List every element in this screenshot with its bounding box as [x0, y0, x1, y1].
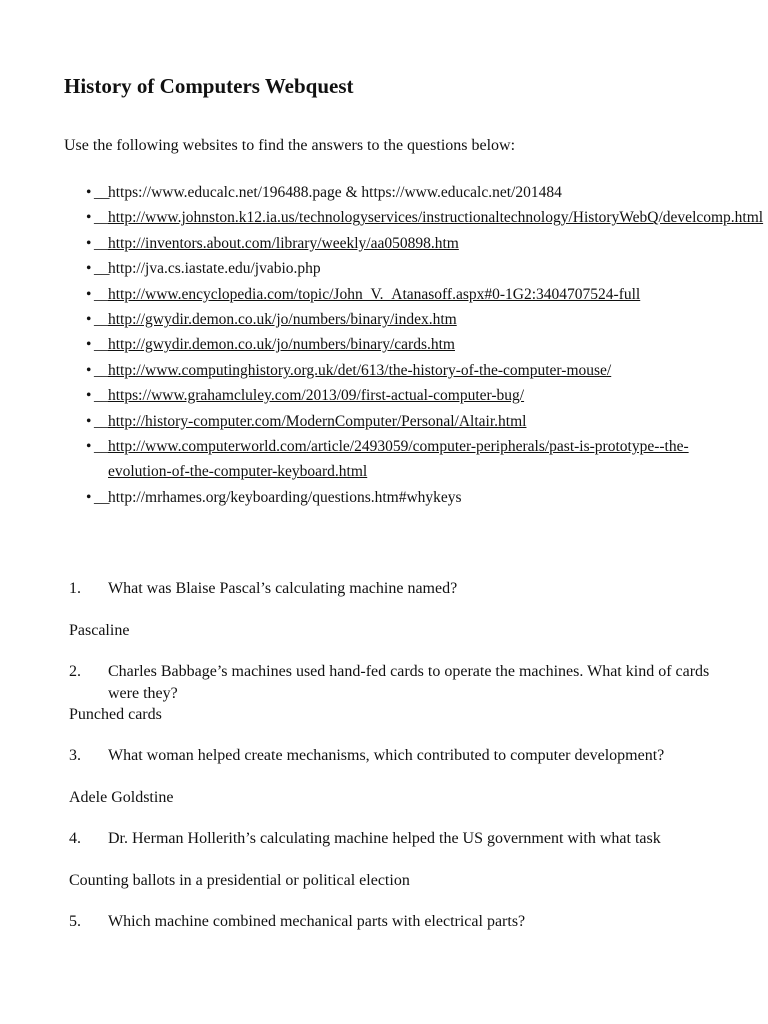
- website-link-item: [86, 409, 726, 434]
- blank-underline: __: [94, 234, 110, 252]
- answer-4: Counting ballots in a presidential or political election: [69, 872, 410, 889]
- bullet-icon: •: [86, 184, 92, 201]
- website-link[interactable]: http://gwydir.demon.co.uk/jo/numbers/binary/cards.htm: [108, 336, 455, 354]
- question-text: Charles Babbage’s machines used hand-fed cards to operate the machines. What kind of cards were they?: [108, 663, 710, 702]
- website-list: [86, 180, 764, 510]
- website-link[interactable]: http://jva.cs.iastate.edu/jvabio.php: [108, 260, 321, 278]
- bullet-icon: •: [86, 260, 92, 278]
- blank-underline: __: [94, 361, 110, 379]
- blank-underline: __: [94, 387, 110, 405]
- website-link-item: [86, 332, 726, 357]
- question-block-4: [69, 828, 729, 850]
- question-number: 4.: [69, 830, 81, 847]
- bullet-icon: •: [86, 209, 92, 227]
- question-number: 2.: [69, 663, 81, 680]
- website-link[interactable]: http://mrhames.org/keyboarding/questions.htm#whykeys: [108, 488, 462, 506]
- intro-text: Use the following websites to find the answers to the questions below:: [64, 137, 516, 154]
- blank-underline: __: [94, 412, 110, 430]
- answer-2: Punched cards: [69, 706, 162, 723]
- bullet-icon: •: [86, 387, 92, 405]
- question-text: Which machine combined mechanical parts with electrical parts?: [108, 913, 526, 930]
- bullet-icon: •: [86, 285, 92, 303]
- blank-underline: __: [94, 336, 110, 354]
- website-link[interactable]: https://www.educalc.net/196488.page & https://www.educalc.net/201484: [108, 184, 562, 201]
- question-text: What was Blaise Pascal’s calculating machine named?: [108, 580, 458, 597]
- question-2: [69, 661, 729, 705]
- website-link-item: [86, 434, 726, 485]
- question-text: Dr. Herman Hollerith’s calculating machine helped the US government with what task: [108, 830, 661, 847]
- bullet-icon: •: [86, 412, 92, 430]
- bullet-icon: •: [86, 488, 92, 506]
- website-link[interactable]: http://gwydir.demon.co.uk/jo/numbers/binary/index.htm: [108, 311, 457, 329]
- bullet-icon: •: [86, 361, 92, 379]
- question-5: [69, 911, 729, 933]
- website-link[interactable]: http://www.computinghistory.org.uk/det/613/the-history-of-the-computer-mouse/: [108, 361, 612, 379]
- website-link-item: [86, 205, 764, 230]
- website-link-item: [86, 256, 726, 281]
- answer-1: Pascaline: [69, 622, 130, 639]
- bullet-icon: •: [86, 336, 92, 354]
- question-text: What woman helped create mechanisms, which contributed to computer development?: [108, 747, 665, 764]
- question-block-1: [69, 578, 729, 600]
- website-link-item: [86, 485, 726, 510]
- website-link-item: [86, 282, 726, 307]
- answer-3: Adele Goldstine: [69, 789, 174, 806]
- bullet-icon: •: [86, 311, 92, 329]
- website-link[interactable]: http://inventors.about.com/library/weekly/aa050898.htm: [108, 234, 459, 252]
- blank-underline: __: [94, 184, 110, 201]
- blank-underline: __: [94, 488, 110, 506]
- question-block-3: [69, 745, 729, 767]
- question-number: 5.: [69, 913, 81, 930]
- question-block-2: [69, 661, 729, 705]
- website-link-item: [86, 231, 726, 256]
- blank-underline: __: [94, 438, 110, 456]
- website-link[interactable]: https://www.grahamcluley.com/2013/09/first-actual-computer-bug/: [108, 387, 525, 405]
- document-title: History of Computers Webquest: [64, 74, 354, 98]
- question-block-5: [69, 911, 729, 933]
- question-number: 1.: [69, 580, 81, 597]
- blank-underline: __: [94, 285, 110, 303]
- question-3: [69, 745, 729, 767]
- website-link-item: [86, 383, 726, 408]
- question-1: [69, 578, 729, 600]
- blank-underline: __: [94, 311, 110, 329]
- website-link[interactable]: http://www.computerworld.com/article/2493059/computer-peripherals/past-is-prototype--the-evolution-of-the-computer-keyboard.html: [108, 438, 689, 481]
- question-number: 3.: [69, 747, 81, 764]
- website-link-item: [86, 180, 726, 205]
- website-link[interactable]: http://www.encyclopedia.com/topic/John_V._Atanasoff.aspx#0-1G2:3404707524-full: [108, 285, 641, 303]
- website-link[interactable]: http://history-computer.com/ModernComputer/Personal/Altair.html: [108, 412, 527, 430]
- bullet-icon: •: [86, 438, 92, 456]
- question-4: [69, 828, 729, 850]
- blank-underline: __: [94, 209, 110, 227]
- blank-underline: __: [94, 260, 110, 278]
- bullet-icon: •: [86, 234, 92, 252]
- website-link[interactable]: http://www.johnston.k12.ia.us/technologyservices/instructionaltechnology/HistoryWebQ/develcomp.html: [108, 209, 764, 227]
- website-link-item: [86, 307, 726, 332]
- website-link-item: [86, 358, 726, 383]
